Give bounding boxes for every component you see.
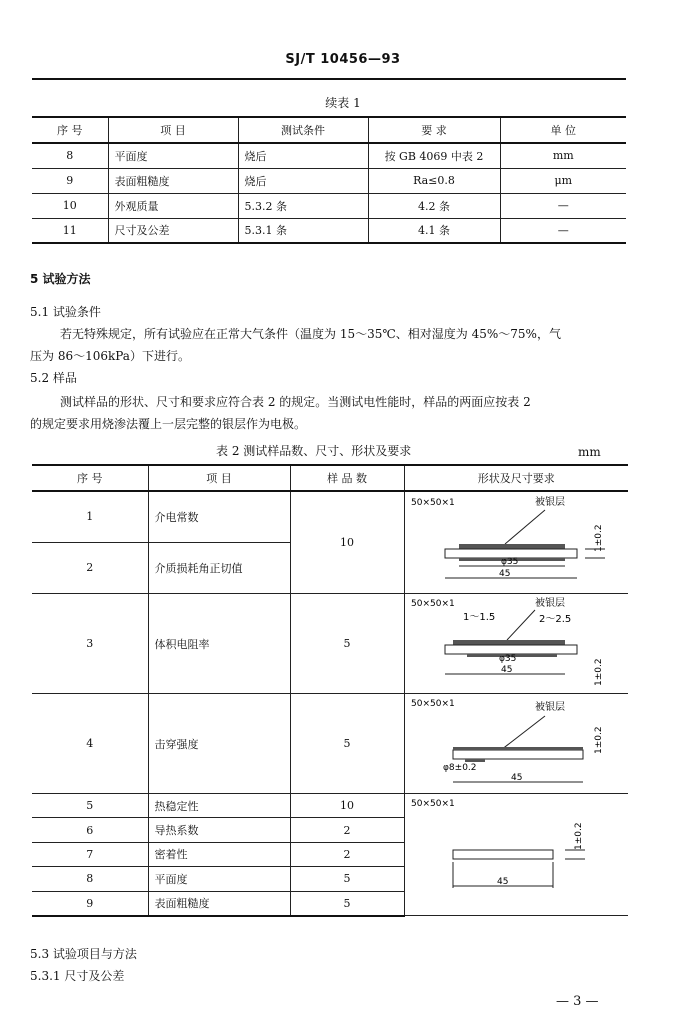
t1-cell: Ra≤0.8 (368, 168, 500, 193)
shape-cell-3 (404, 694, 628, 794)
t2-cell: 2 (290, 818, 404, 842)
shape-size: 50×50×1 (411, 799, 455, 809)
shape-dia: φ8±0.2 (443, 763, 477, 773)
t1-cell: 4.2 条 (368, 193, 500, 218)
t2-cell: 5 (290, 594, 404, 694)
t1-cell: — (500, 218, 626, 243)
shape-thick: 1±0.2 (574, 822, 585, 850)
t1-col-item: 项 目 (108, 117, 238, 143)
t2-col-item: 项 目 (148, 465, 290, 491)
t1-cell: — (500, 193, 626, 218)
shape-dia: φ35 (499, 654, 517, 664)
t1-col-no: 序 号 (32, 117, 108, 143)
table-row (32, 218, 626, 243)
table-row (32, 193, 626, 218)
table2 (32, 464, 628, 917)
section-5-1-title: 5.1 试验条件 (30, 305, 101, 319)
t2-cell: 密着性 (148, 842, 290, 866)
t2-cell: 导热系数 (148, 818, 290, 842)
t2-cell: 5 (290, 867, 404, 891)
shape-cell-1 (404, 491, 628, 594)
table1-header-row (32, 117, 626, 143)
t2-cell: 热稳定性 (148, 794, 290, 818)
t2-cell: 1 (32, 491, 148, 542)
shape-label: 被银层 (535, 497, 566, 508)
section-5-3-1-title: 5.3.1 尺寸及公差 (30, 969, 125, 983)
shape-gap2: 2～2.5 (539, 614, 572, 625)
shape-diagram-2 (405, 594, 627, 690)
section-5-3-title: 5.3 试验项目与方法 (30, 947, 137, 961)
table-row (32, 794, 628, 818)
header-rule (32, 78, 626, 80)
shape-diagram-3 (405, 694, 627, 790)
t2-cell: 表面粗糙度 (148, 891, 290, 915)
shape-label: 被银层 (535, 598, 566, 609)
section-5-2-title: 5.2 样品 (30, 371, 77, 385)
document-header: SJ/T 10456—93 (285, 52, 401, 67)
shape-thick: 1±0.2 (594, 524, 605, 552)
t1-cell: 表面粗糙度 (108, 168, 238, 193)
table-row (32, 168, 626, 193)
t2-cell: 击穿强度 (148, 694, 290, 794)
t1-cell: 外观质量 (108, 193, 238, 218)
t2-cell: 介质损耗角正切值 (148, 542, 290, 593)
shape-dia: φ35 (501, 557, 519, 567)
t1-cell: 8 (32, 143, 108, 168)
t2-cell: 2 (290, 842, 404, 866)
table2-unit: mm (578, 445, 601, 459)
t2-cell: 4 (32, 694, 148, 794)
shape-thick: 1±0.2 (594, 726, 605, 754)
t1-cell: mm (500, 143, 626, 168)
t2-cell: 5 (290, 694, 404, 794)
t2-cell: 介电常数 (148, 491, 290, 542)
t1-cell: 9 (32, 168, 108, 193)
t1-cell: μm (500, 168, 626, 193)
t2-cell: 9 (32, 891, 148, 915)
shape-label: 被银层 (535, 702, 566, 713)
t2-cell: 平面度 (148, 867, 290, 891)
t2-cell: 6 (32, 818, 148, 842)
shape-width: 45 (499, 569, 511, 579)
table1 (32, 116, 626, 244)
t2-cell: 10 (290, 794, 404, 818)
shape-diagram-1 (405, 492, 627, 590)
shape-width: 45 (511, 773, 523, 783)
shape-cell-2 (404, 594, 628, 694)
t2-cell: 3 (32, 594, 148, 694)
table-row (32, 694, 628, 794)
shape-width: 45 (501, 665, 513, 675)
t2-cell: 5 (290, 891, 404, 915)
section-5-2-text-1: 测试样品的形状、尺寸和要求应符合表 2 的规定。当测试电性能时，样品的两面应按表 2 (60, 395, 531, 409)
section-5-1-text-2: 压为 86～106kPa）下进行。 (30, 349, 190, 363)
t1-cell: 平面度 (108, 143, 238, 168)
shape-cell-4 (404, 794, 628, 916)
t2-cell: 体积电阻率 (148, 594, 290, 694)
t1-cell: 烧后 (238, 143, 368, 168)
t1-cell: 尺寸及公差 (108, 218, 238, 243)
t1-cell: 5.3.2 条 (238, 193, 368, 218)
table-row (32, 143, 626, 168)
t2-cell: 7 (32, 842, 148, 866)
table-row (32, 594, 628, 694)
t2-col-count: 样 品 数 (290, 465, 404, 491)
t1-cell: 5.3.1 条 (238, 218, 368, 243)
t2-col-shape: 形状及尺寸要求 (404, 465, 628, 491)
shape-thick: 1±0.2 (594, 658, 605, 686)
t1-cell: 11 (32, 218, 108, 243)
t2-count-merged: 10 (290, 491, 404, 594)
shape-gap1: 1～1.5 (463, 612, 496, 623)
section-5-1-text-1: 若无特殊规定，所有试验应在正常大气条件（温度为 15～35℃、相对湿度为 45%～75%，气 (60, 327, 561, 341)
t1-cell: 按 GB 4069 中表 2 (368, 143, 500, 168)
shape-size: 50×50×1 (411, 699, 455, 709)
t2-cell: 8 (32, 867, 148, 891)
t2-cell: 2 (32, 542, 148, 593)
t2-cell: 5 (32, 794, 148, 818)
table2-caption: 表 2 测试样品数、尺寸、形状及要求 (216, 444, 412, 458)
t1-col-cond: 测试条件 (238, 117, 368, 143)
t1-col-req: 要 求 (368, 117, 500, 143)
t1-col-unit: 单 位 (500, 117, 626, 143)
table1-caption: 续表 1 (325, 96, 361, 110)
shape-diagram-4 (405, 794, 627, 912)
t1-cell: 4.1 条 (368, 218, 500, 243)
page-number: — 3 — (556, 994, 599, 1009)
section-5-2-text-2: 的规定要求用烧渗法覆上一层完整的银层作为电极。 (30, 417, 307, 431)
t1-cell: 烧后 (238, 168, 368, 193)
table-row (32, 491, 628, 542)
shape-width: 45 (497, 877, 509, 887)
section-5-title: 5 试验方法 (30, 272, 91, 286)
table2-header-row (32, 465, 628, 491)
t1-cell: 10 (32, 193, 108, 218)
t2-col-no: 序 号 (32, 465, 148, 491)
shape-size: 50×50×1 (411, 498, 455, 508)
shape-size: 50×50×1 (411, 599, 455, 609)
